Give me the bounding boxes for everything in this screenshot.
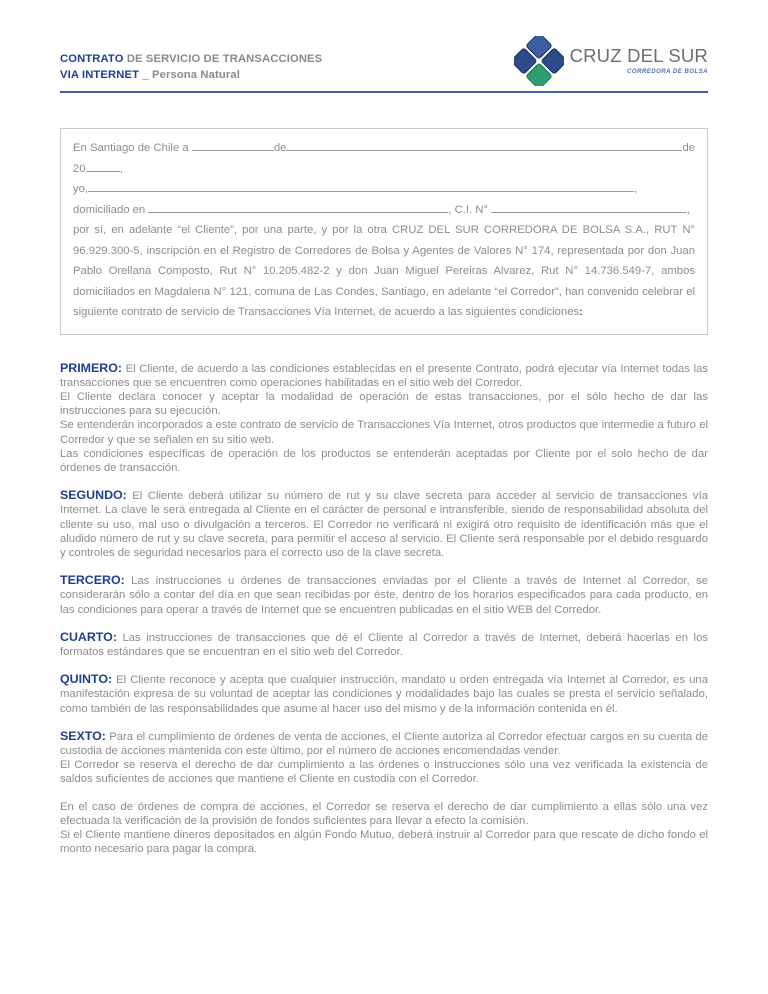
clause-sexto-p1 [60,729,708,758]
intro-body-text: por sí, en adelante “el Cliente”, por una parte, y por la otra CRUZ DEL SUR CORREDORA DE BOLSA S.A., RUT N° 96.929.300-5, inscripción en el Registro de Corredores de Bolsa y Agentes de Valores N° 174, representada por don Juan Pablo Orellana Composto, Rut N° 10.205.482-2 y don Juan Miguel Pereiras Alvarez, Rut N° 14.736.549-7, ambos domiciliados en Magdalena N° 121, comuna de Las Condes, Santiago, en adelante “el Corredor”, han convenido celebrar el siguiente contrato de servicio de Transacciones Vía Internet, de acuerdo a las siguientes condiciones [73,224,695,318]
date-month-blank[interactable] [286,138,682,151]
company-logo [514,36,708,86]
closing-p1: En el caso de órdenes de compra de acciones, el Corredor se reserva el derecho de dar cumplimiento a ellas sólo una vez efectuada la verificación de la provisión de fondos suficientes para llevar a efecto la comisión. [60,800,708,827]
clause-primero-p2: El Cliente declara conocer y aceptar la modalidad de operación de estas transacciones, por el sólo hecho de dar las instrucciones para su ejecución. [60,390,708,418]
logo-company-name: CRUZ DEL SUR [569,45,708,67]
diamond-logo-icon [514,36,564,86]
closing-p2: Si el Cliente mantiene dineros depositados en algún Fondo Mutuo, deberá instruir al Corredor para que rescate de dicho fondo el monto necesario para pagar la compra. [60,828,708,856]
logo-text-block [570,47,708,75]
intro-line3-b: , C.I. N° [448,203,489,216]
clause-primero-label: PRIMERO: [60,360,122,375]
header-title-accent: CONTRATO [60,53,124,65]
clause-tercero-label: TERCERO: [60,573,125,588]
client-ci-blank[interactable] [491,200,687,213]
intro-line2-a: yo, [73,183,89,195]
intro-line1-e: , [119,162,123,175]
header-divider [60,91,708,93]
clause-segundo-label: SEGUNDO: [60,488,127,503]
date-day-blank[interactable] [192,138,274,151]
clause-sexto-p2: El Corredor se reserva el derecho de dar cumplimiento a las órdenes o instrucciones sólo una vez verificada la existencia de saldos suficientes de acciones que mantiene el Cliente en custodia con el Corredor. [60,759,708,786]
clause-primero-p3: Se entenderán incorporados a este contrato de servicio de Transacciones Vía Internet, otros productos que intermedie a futuro el Corredor y que se señalen en su sitio web. [60,419,708,446]
header-subtitle-gray: Persona Natural [151,68,241,81]
intro-line3-a: domiciliado en [73,203,146,216]
clause-sexto-label: SEXTO: [60,728,106,743]
clause-quinto [60,672,708,716]
document-header [60,0,708,104]
intro-line1-c: de [682,142,696,154]
intro-line1-d: 20 [73,162,86,175]
closing-block [60,800,708,857]
client-name-blank[interactable] [88,179,634,192]
client-address-blank[interactable] [148,200,448,213]
clause-quinto-p1 [60,672,708,716]
clause-sexto [60,729,708,787]
clause-cuarto [60,630,708,659]
clause-quinto-label: QUINTO: [60,672,113,687]
clause-cuarto-p1 [60,630,708,659]
clause-primero-p1 [60,361,708,390]
header-title-rest: DE SERVICIO DE TRANSACCIONES [123,53,323,65]
date-year-blank[interactable] [86,159,120,172]
intro-line1-a: En Santiago de Chile a [73,142,189,154]
header-subtitle-blue: VIA INTERNET _ [60,68,152,81]
intro-line1-b: de [273,142,287,154]
diamond-logo-svg [514,36,564,86]
intro-body-colon: : [579,306,583,318]
clause-tercero [60,573,708,617]
clause-quinto-text1: El Cliente reconoce y acepta que cualquier instrucción, mandato u orden entregada vía Internet al Corredor, es una manifestación expresa de su voluntad de aceptar las condiciones y modalidades bajo las cuales se presta el servicio señalado, como también de las responsabilidades que asume al hacer uso del mismo y de la información contenida en él. [60,674,708,715]
clause-segundo [60,488,708,560]
contract-intro-box [60,128,708,335]
intro-line2-b: , [634,183,638,195]
clause-tercero-text1: Las instrucciones u órdenes de transacciones enviadas por el Cliente a través de Internet al Corredor, se considerarán sólo a contar del día en que sean recibidas por éste, dentro de los horarios especificados para cada producto, en las condiciones para operar a través de Internet que se encuentren publicadas en el sitio WEB del Corredor. [60,575,708,616]
clause-tercero-p1 [60,573,708,617]
contract-clauses [60,361,708,857]
clause-segundo-p1 [60,488,708,560]
clause-cuarto-label: CUARTO: [60,629,117,644]
clause-sexto-text1: Para el cumplimiento de órdenes de venta de acciones, el Cliente autoriza al Corredor efectuar cargos en su cuenta de custodia de acciones mantenida con este último, por el número de acciones encomendadas vender. [60,730,708,757]
intro-fill-in-text [73,138,695,323]
logo-company-subtitle: CORREDORA DE BOLSA [626,67,708,75]
clause-primero-text1: El Cliente, de acuerdo a las condiciones establecidas en el presente Contrato, podrá ejecutar vía Internet todas las transacciones que se encuentren como operaciones habilitadas en el sitio web del Corredor. [60,362,709,389]
clause-segundo-text1: El Cliente deberá utilizar su número de rut y su clave secreta para acceder al servicio de transacciones vía Internet. La clave le será entregada al Cliente en el carácter de personal e intransferible, siendo de responsabilidad absoluta del cliente su uso, mal uso o divulgación a terceros. El Corredor no verificará ni exigirá otro requisito de identificación más que el aludido número de rut y su clave secreta, para permitir el acceso al servicio. El Cliente será responsable por el debido resguardo y controles de seguridad necesarios para el correcto uso de la clave secreta. [60,490,709,559]
clause-cuarto-text1: Las instrucciones de transacciones que dé el Cliente al Corredor a través de Internet, deberá hacerlas en los formatos estándares que se encuentran en el sitio web del Corredor. [60,631,708,658]
clause-primero [60,361,708,476]
intro-line3-c: , [687,203,691,216]
clause-primero-p4: Las condiciones específicas de operación de los productos se entenderán aceptadas por Cliente por el solo hecho de dar órdenes de transacción. [60,447,708,474]
